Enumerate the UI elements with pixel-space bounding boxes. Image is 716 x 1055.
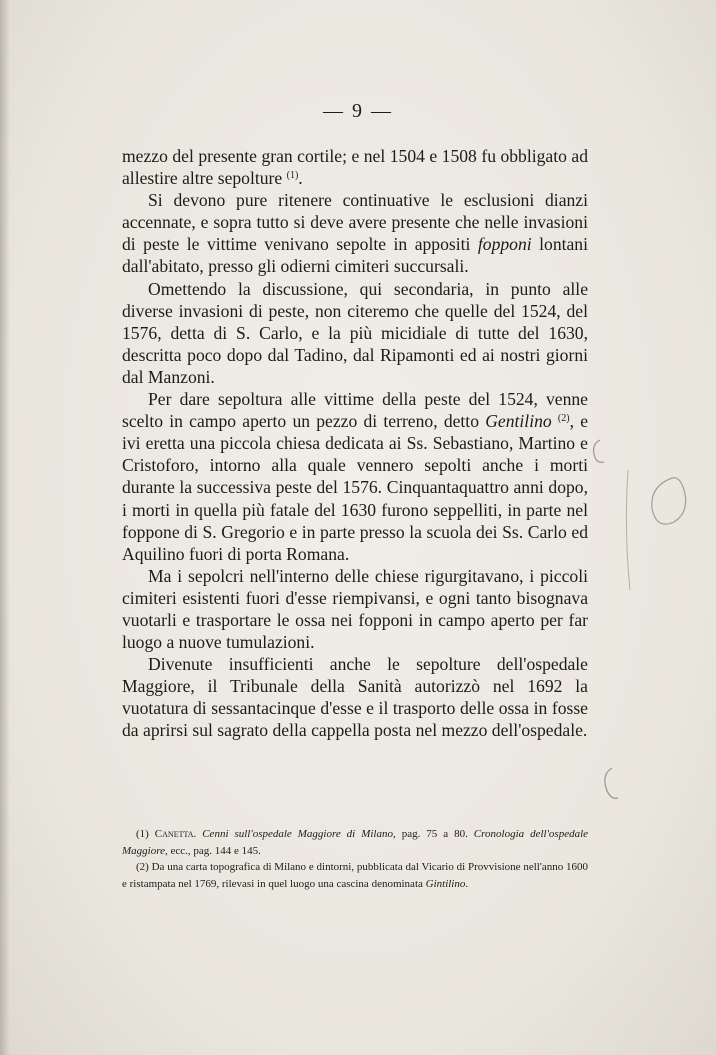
text-run: (1) (136, 828, 155, 840)
text-run: Si devono pure ritenere continuative le esclusioni dianzi accennate, e sopra tutto si deve avere presente che nelle invasioni di peste le vittime venivano sepolte in appositi (122, 190, 588, 255)
text-run: Per dare sepoltura alle vittime della peste del 1524, venne scelto in campo aperto un pezzo di terreno, detto (122, 389, 588, 432)
pencil-margin-line (626, 470, 630, 590)
italic-text: fopponi (477, 234, 532, 255)
text-run: , ecc., pag. 144 e 145. (164, 844, 261, 857)
italic-text: Gentilino (485, 411, 552, 432)
italic-text: Cronologia dell'ospedale Maggiore (122, 828, 589, 857)
text-run: Divenute insufficienti anche le sepolture dell'ospedale Maggiore, il Tribunale della Sanità autorizzò nel 1692 la vuotatura di sessantacinque d'esse e il trasporto delle ossa in fosse da aprirsi sul sagrato della cappella posta nel mezzo dell'ospedale. (122, 654, 588, 741)
italic-text: Gintilino (425, 877, 466, 890)
pencil-circle-mark (652, 478, 686, 524)
pencil-bracket-mark (605, 768, 618, 798)
text-run: . (298, 168, 303, 189)
footnote-reference: (2) (557, 413, 570, 425)
page-number: — 9 — (323, 100, 393, 122)
text-run: Ma i sepolcri nell'interno delle chiese rigurgitavano, i piccoli cimiteri esistenti fuori d'esse riempivansi, e ogni tanto bisognava vuotarli e trasportare le ossa nei fopponi in campo aperto per far luogo a nuove tumulazioni. (122, 565, 588, 653)
footnote-reference: (1) (286, 170, 299, 182)
text-run: , pag. 75 a 80. (392, 828, 474, 840)
text-run: Omettendo la discussione, qui secondaria, in punto alle diverse invasioni di peste, non citeremo che quelle del 1524, del 1576, detta di S. Carlo, e la più micidiale di tutte del 1630, descritta poco dopo dal Tadino, dal Ripamonti ed ai nostri giorni dal Manzoni. (122, 278, 588, 387)
italic-text: Cenni sull'ospedale Maggiore di Milano (202, 828, 393, 840)
text-run: . (193, 828, 203, 840)
author-name: Canetta (154, 828, 194, 840)
text-run: . (465, 877, 469, 890)
text-run: mezzo del presente gran cortile; e nel 1504 e 1508 fu obbligato ad allestire altre sepolture (122, 146, 588, 189)
text-run: (2) Da una carta topografica di Milano e dintorni, pubblicata dal Vicario di Provvisione nell'anno 1600 e ristampata nel 1769, rilevasi in quel luogo una cascina denominata (122, 861, 588, 890)
text-run: lontani dall'abitato, presso gli odierni cimiteri succursali. (122, 234, 588, 277)
pencil-bracket-mark (594, 440, 604, 462)
text-run: , e ivi eretta una piccola chiesa dedicata ai Ss. Sebastiano, Martino e Cristoforo, intorno alla quale vennero sepolti anche i morti durante la successiva peste del 1576. Cinquantaquattro anni dopo, i morti in quella più fatale del 1630 furono seppelliti, in parte nel foppone di S. Gregorio e in parte presso la scuola dei Ss. Carlo ed Aquilino fuori di porta Romana. (122, 411, 589, 564)
